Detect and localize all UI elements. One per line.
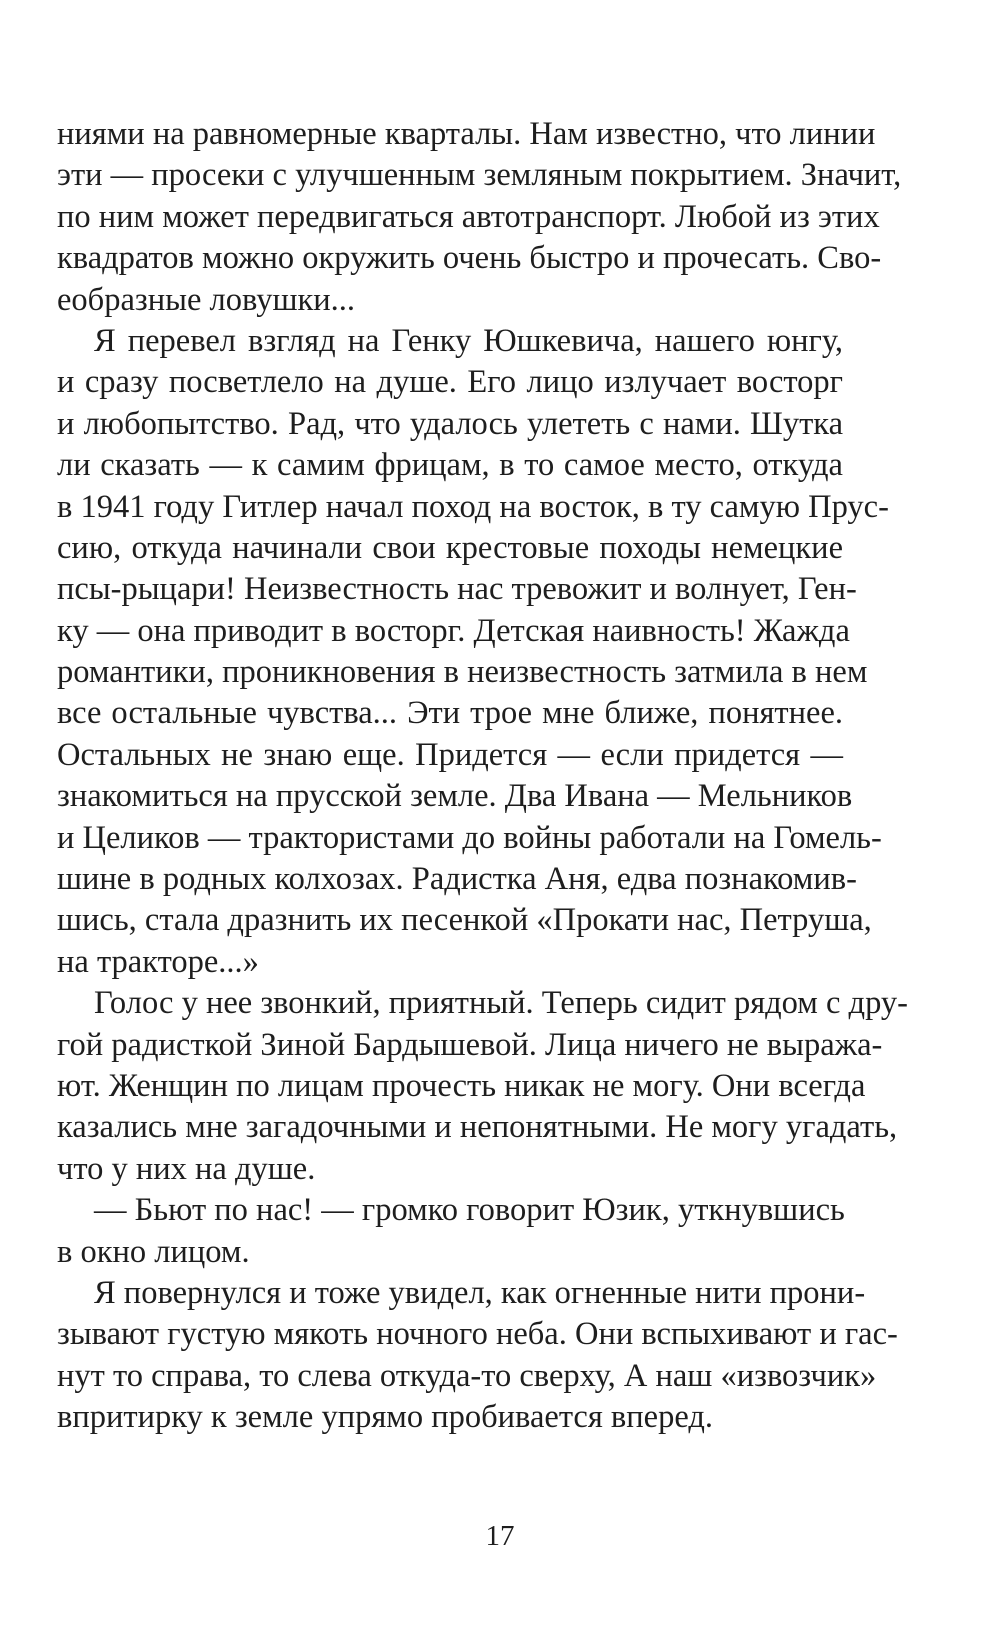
text-line: сию, откуда начинали свои крестовые походы немецкие — [57, 529, 843, 566]
paragraph — [57, 321, 889, 983]
paragraph — [57, 114, 902, 321]
paragraph — [57, 983, 908, 1190]
text-line: в окно лицом. — [57, 1233, 250, 1270]
text-line: нут то справа, то слева откуда-то сверху, А наш «извозчик» — [57, 1357, 877, 1394]
text-line: на тракторе...» — [57, 943, 259, 980]
text-line: казались мне загадочными и непонятными. Не могу угадать, — [57, 1109, 898, 1146]
text-line: все остальные чувства... Эти трое мне ближе, понятнее. — [57, 695, 843, 732]
text-line: знакомиться на прусской земле. Два Ивана — Мельников — [57, 778, 853, 815]
text-line: шись, стала дразнить их песенкой «Прокати нас, Петруша, — [57, 902, 872, 939]
text-line: эти — просеки с улучшенным земляным покрытием. Значит, — [57, 157, 902, 194]
text-line: гой радисткой Зиной Бардышевой. Лица ничего не выража- — [57, 1026, 883, 1063]
text-line: ку — она приводит в восторг. Детская наивность! Жажда — [57, 612, 850, 649]
text-line: и сразу посветлело на душе. Его лицо излучает восторг — [57, 364, 843, 401]
text-line: ниями на равномерные кварталы. Нам известно, что линии — [57, 116, 876, 152]
text-line: Я повернулся и тоже увидел, как огненные нити прони- — [94, 1274, 866, 1311]
text-line: романтики, проникновения в неизвестность затмила в нем — [57, 654, 868, 691]
paragraph — [57, 1190, 843, 1273]
text-line: и Целиков — трактористами до войны работали на Гомель- — [57, 819, 882, 856]
paragraph — [57, 1273, 898, 1439]
text-line: в 1941 году Гитлер начал поход на восток, в ту самую Прус- — [57, 488, 889, 525]
text-line: Остальных не знаю еще. Придется — если придется — — [57, 736, 843, 773]
text-line: по ним может передвигаться автотранспорт. Любой из этих — [57, 198, 880, 235]
text-line: Голос у нее звонкий, приятный. Теперь сидит рядом с дру- — [94, 985, 908, 1022]
text-line: Я перевел взгляд на Генку Юшкевича, нашего юнгу, — [94, 322, 843, 359]
text-line: квадратов можно окружить очень быстро и прочесать. Сво- — [57, 240, 882, 277]
text-line: шине в родных колхозах. Радистка Аня, едва познакомив- — [57, 861, 857, 898]
text-line: что у них на душе. — [57, 1150, 316, 1187]
text-line: зывают густую мякоть ночного неба. Они вспыхивают и гас- — [57, 1316, 898, 1353]
text-line: — Бьют по нас! — громко говорит Юзик, уткнувшись — [94, 1192, 845, 1229]
text-line: ли сказать — к самим фрицам, в то самое место, откуда — [57, 447, 843, 484]
text-line: впритирку к земле упрямо пробивается вперед. — [57, 1399, 713, 1436]
text-line: ют. Женщин по лицам прочесть никак не могу. Они всегда — [57, 1067, 866, 1104]
text-line: еобразные ловушки... — [57, 281, 356, 318]
page-number: 17 — [485, 1520, 515, 1552]
text-line: и любопытство. Рад, что удалось улететь с нами. Шутка — [57, 405, 843, 442]
body-text — [57, 114, 908, 1439]
text-line: псы-рыцари! Неизвестность нас тревожит и волнует, Ген- — [57, 571, 857, 608]
